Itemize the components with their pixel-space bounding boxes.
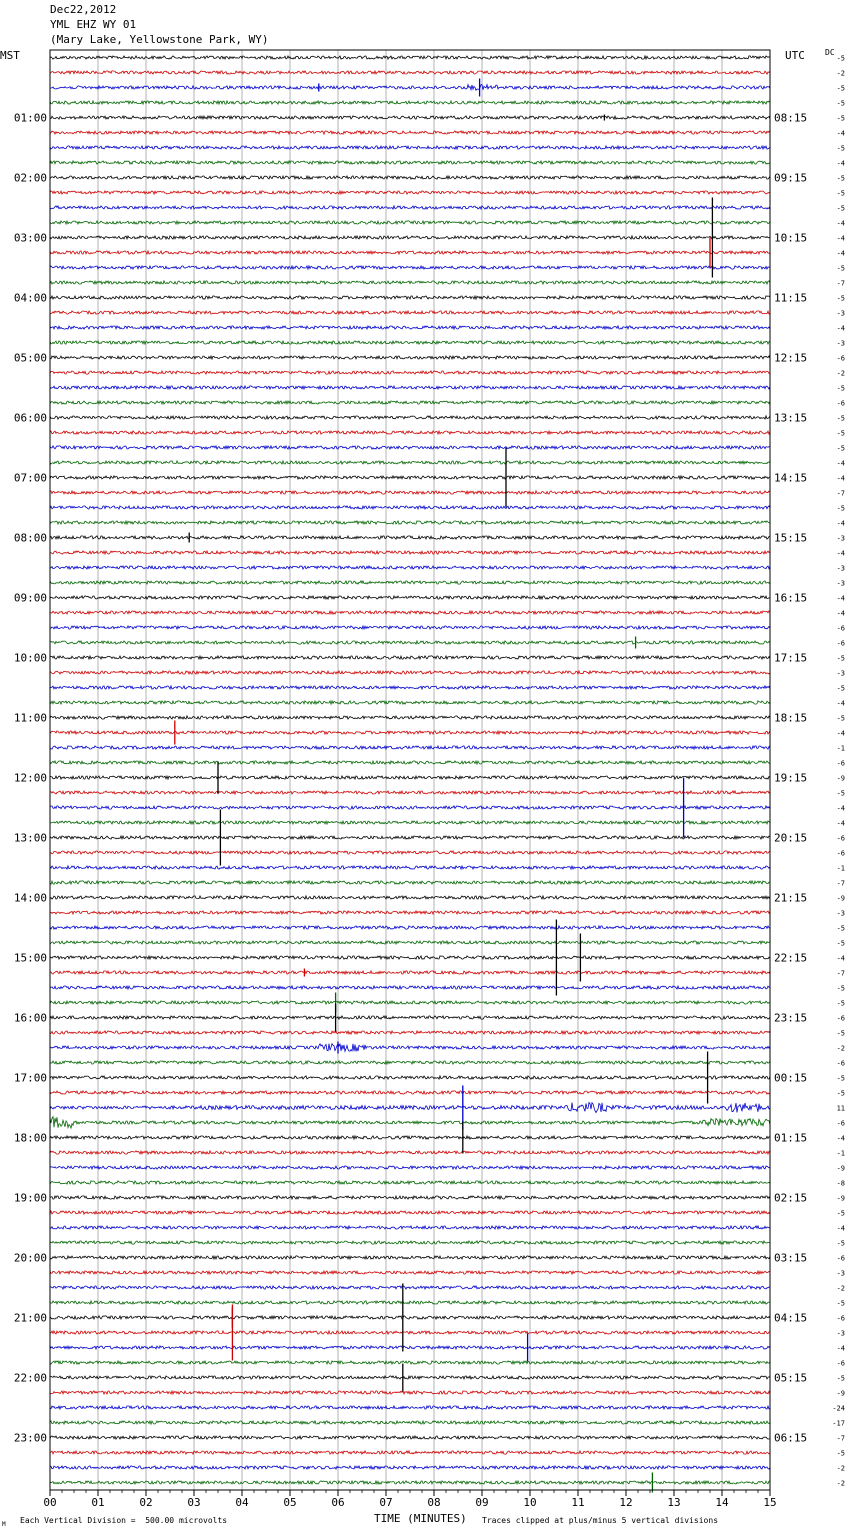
dc-offset-label: -5 bbox=[836, 789, 845, 798]
dc-offset-label: -4 bbox=[836, 249, 845, 258]
dc-offset-label: -3 bbox=[836, 1329, 845, 1338]
utc-hour-label: 08:15 bbox=[774, 111, 808, 125]
trace-row bbox=[50, 1481, 770, 1484]
trace-row bbox=[50, 1044, 770, 1052]
trace-row bbox=[50, 1421, 770, 1424]
trace-row bbox=[50, 776, 770, 779]
utc-hour-label: 11:15 bbox=[774, 291, 808, 305]
dc-offset-label: -5 bbox=[836, 1029, 845, 1038]
dc-offset-label: -6 bbox=[836, 1014, 845, 1023]
mst-hour-label: 03:00 bbox=[13, 231, 47, 245]
trace-row bbox=[50, 116, 770, 119]
dc-offset-label: -5 bbox=[836, 1089, 845, 1098]
dc-offset-label: -4 bbox=[836, 594, 845, 603]
dc-offset-label: -6 bbox=[836, 1314, 845, 1323]
trace-row bbox=[50, 716, 770, 719]
dc-offset-label: -4 bbox=[836, 234, 845, 243]
dc-offset-label: -9 bbox=[836, 1389, 845, 1398]
trace-row bbox=[50, 836, 770, 839]
trace-row bbox=[50, 701, 770, 704]
x-tick-label: 05 bbox=[283, 1496, 297, 1509]
dc-offset-label: -4 bbox=[836, 219, 845, 228]
trace-row bbox=[50, 71, 770, 74]
trace-row bbox=[50, 356, 770, 359]
mst-hour-label: 19:00 bbox=[13, 1191, 47, 1205]
mst-hour-label: 04:00 bbox=[13, 291, 47, 305]
x-tick-label: 08 bbox=[427, 1496, 441, 1509]
x-axis-label: TIME (MINUTES) bbox=[374, 1512, 467, 1525]
trace-row bbox=[50, 566, 770, 569]
dc-offset-label: -5 bbox=[836, 984, 845, 993]
utc-hour-label: 06:15 bbox=[774, 1431, 808, 1445]
dc-offset-label: -3 bbox=[836, 534, 845, 543]
dc-offset-label: -1 bbox=[836, 744, 845, 753]
dc-offset-label: -5 bbox=[836, 939, 845, 948]
utc-hour-label: 23:15 bbox=[774, 1011, 808, 1025]
clip-note: Traces clipped at plus/minus 5 vertical divisions bbox=[482, 1516, 719, 1525]
dc-offset-label: -17 bbox=[832, 1419, 845, 1428]
mst-hour-label: 16:00 bbox=[13, 1011, 47, 1025]
trace-row bbox=[50, 1331, 770, 1334]
dc-offset-label: -4 bbox=[836, 129, 845, 138]
dc-offset-label: -5 bbox=[836, 654, 845, 663]
trace-row bbox=[50, 896, 770, 899]
trace-row bbox=[50, 1016, 770, 1019]
trace-row bbox=[50, 641, 770, 644]
trace-row bbox=[50, 1436, 770, 1439]
dc-offset-label: -5 bbox=[836, 1239, 845, 1248]
dc-offset-label: -5 bbox=[836, 264, 845, 273]
utc-hour-label: 17:15 bbox=[774, 651, 808, 665]
trace-row bbox=[50, 1256, 770, 1259]
dc-offset-label: -3 bbox=[836, 579, 845, 588]
dc-offset-label: -6 bbox=[836, 1359, 845, 1368]
dc-offset-label: -7 bbox=[836, 879, 845, 888]
trace-row bbox=[50, 311, 770, 314]
dc-offset-label: -5 bbox=[836, 174, 845, 183]
trace-row bbox=[50, 371, 770, 374]
trace-row bbox=[50, 1406, 770, 1409]
trace-row bbox=[50, 626, 770, 629]
dc-offset-label: -2 bbox=[836, 369, 845, 378]
trace-row bbox=[50, 1466, 770, 1469]
utc-hour-label: 18:15 bbox=[774, 711, 808, 725]
trace-row bbox=[50, 101, 770, 104]
utc-hour-label: 20:15 bbox=[774, 831, 808, 845]
dc-offset-label: -1 bbox=[836, 864, 845, 873]
dc-offset-label: -4 bbox=[836, 954, 845, 963]
trace-row bbox=[50, 686, 770, 689]
trace-row bbox=[50, 176, 770, 179]
trace-row bbox=[50, 851, 770, 854]
x-tick-label: 10 bbox=[523, 1496, 537, 1509]
dc-offset-label: -5 bbox=[836, 189, 845, 198]
dc-offset-label: -5 bbox=[836, 1074, 845, 1083]
x-tick-label: 07 bbox=[379, 1496, 393, 1509]
trace-row bbox=[50, 596, 770, 599]
dc-offset-label: -3 bbox=[836, 1269, 845, 1278]
dc-offset-label: -4 bbox=[836, 1344, 845, 1353]
trace-row bbox=[50, 1181, 770, 1184]
dc-offset-label: -3 bbox=[836, 669, 845, 678]
trace-row bbox=[50, 1286, 770, 1289]
trace-row bbox=[50, 1391, 770, 1394]
station-id: YML EHZ WY 01 bbox=[50, 18, 137, 31]
trace-row bbox=[50, 386, 770, 389]
utc-hour-label: 04:15 bbox=[774, 1311, 808, 1325]
trace-row bbox=[50, 1316, 770, 1319]
dc-offset-label: -4 bbox=[836, 459, 845, 468]
trace-row bbox=[50, 1103, 770, 1113]
trace-row bbox=[50, 341, 770, 344]
trace-row bbox=[50, 1196, 770, 1199]
trace-row bbox=[50, 881, 770, 884]
trace-row bbox=[50, 1031, 770, 1034]
corner-mark: M bbox=[2, 1521, 6, 1528]
trace-row bbox=[50, 746, 770, 749]
dc-offset-label: -6 bbox=[836, 849, 845, 858]
dc-offset-label: -7 bbox=[836, 279, 845, 288]
dc-offset-label: -5 bbox=[836, 1299, 845, 1308]
mst-hour-label: 09:00 bbox=[13, 591, 47, 605]
trace-row bbox=[50, 251, 770, 254]
dc-offset-label: -7 bbox=[836, 969, 845, 978]
mst-hour-label: 10:00 bbox=[13, 651, 47, 665]
x-tick-label: 02 bbox=[139, 1496, 153, 1509]
dc-offset-label: -5 bbox=[836, 1374, 845, 1383]
dc-offset-label: -5 bbox=[836, 684, 845, 693]
x-tick-label: 00 bbox=[43, 1496, 57, 1509]
dc-offset-label: -2 bbox=[836, 1479, 845, 1488]
mst-hour-label: 05:00 bbox=[13, 351, 47, 365]
x-tick-label: 13 bbox=[667, 1496, 681, 1509]
trace-row bbox=[50, 821, 770, 824]
trace-row bbox=[50, 956, 770, 959]
dc-offset-label: -5 bbox=[836, 54, 845, 63]
trace-row bbox=[50, 326, 770, 329]
dc-offset-label: -7 bbox=[836, 1434, 845, 1443]
trace-row bbox=[50, 476, 770, 479]
dc-offset-label: -5 bbox=[836, 204, 845, 213]
x-tick-label: 01 bbox=[91, 1496, 105, 1509]
trace-row bbox=[50, 206, 770, 209]
mst-hour-label: 15:00 bbox=[13, 951, 47, 965]
recording-date: Dec22,2012 bbox=[50, 3, 117, 16]
utc-hour-label: 01:15 bbox=[774, 1131, 808, 1145]
utc-hour-label: 21:15 bbox=[774, 891, 808, 905]
dc-offset-label: -6 bbox=[836, 1119, 845, 1128]
utc-hour-label: 03:15 bbox=[774, 1251, 808, 1265]
dc-offset-label: -6 bbox=[836, 354, 845, 363]
trace-row bbox=[50, 1271, 770, 1274]
dc-offset-label: -2 bbox=[836, 1284, 845, 1293]
trace-row bbox=[50, 1376, 770, 1379]
trace-row bbox=[50, 1076, 770, 1079]
dc-offset-header: DC bbox=[825, 48, 835, 57]
dc-offset-label: -3 bbox=[836, 564, 845, 573]
utc-hour-label: 05:15 bbox=[774, 1371, 808, 1385]
trace-row bbox=[50, 671, 770, 674]
utc-hour-label: 10:15 bbox=[774, 231, 808, 245]
dc-offset-label: -3 bbox=[836, 909, 845, 918]
trace-row bbox=[50, 1451, 770, 1454]
mst-hour-label: 06:00 bbox=[13, 411, 47, 425]
dc-offset-label: -9 bbox=[836, 894, 845, 903]
trace-row bbox=[50, 521, 770, 524]
dc-offset-label: -5 bbox=[836, 714, 845, 723]
trace-row bbox=[50, 1346, 770, 1349]
trace-row bbox=[50, 731, 770, 734]
x-tick-label: 14 bbox=[715, 1496, 729, 1509]
trace-row bbox=[50, 461, 770, 464]
trace-row bbox=[50, 911, 770, 914]
dc-offset-label: -4 bbox=[836, 324, 845, 333]
trace-rows bbox=[50, 56, 770, 1493]
utc-hour-label: 22:15 bbox=[774, 951, 808, 965]
dc-offset-label: -5 bbox=[836, 1449, 845, 1458]
trace-row bbox=[50, 1166, 770, 1169]
mst-hour-label: 20:00 bbox=[13, 1251, 47, 1265]
dc-offset-label: -6 bbox=[836, 624, 845, 633]
dc-offset-label: -6 bbox=[836, 1059, 845, 1068]
dc-offset-label: -5 bbox=[836, 99, 845, 108]
dc-offset-label: -4 bbox=[836, 474, 845, 483]
trace-row bbox=[50, 791, 770, 794]
trace-row bbox=[50, 1361, 770, 1364]
utc-hour-label: 14:15 bbox=[774, 471, 808, 485]
utc-hour-label: 12:15 bbox=[774, 351, 808, 365]
dc-offset-label: -4 bbox=[836, 159, 845, 168]
station-location: (Mary Lake, Yellowstone Park, WY) bbox=[50, 33, 269, 46]
mst-hour-label: 12:00 bbox=[13, 771, 47, 785]
trace-row bbox=[50, 1226, 770, 1229]
dc-offset-label: -4 bbox=[836, 819, 845, 828]
dc-offset-label: -2 bbox=[836, 1464, 845, 1473]
trace-row bbox=[50, 941, 770, 944]
trace-row bbox=[50, 506, 770, 509]
dc-offset-label: -5 bbox=[836, 384, 845, 393]
trace-row bbox=[50, 1136, 770, 1139]
trace-row bbox=[50, 56, 770, 59]
mst-hour-label: 14:00 bbox=[13, 891, 47, 905]
utc-hour-label: 16:15 bbox=[774, 591, 808, 605]
dc-offset-label: -5 bbox=[836, 84, 845, 93]
trace-row bbox=[50, 611, 770, 614]
dc-offset-label: -4 bbox=[836, 1224, 845, 1233]
scale-note: Each Vertical Division = 500.00 microvolts bbox=[20, 1516, 228, 1525]
trace-row bbox=[50, 131, 770, 134]
dc-offset-label: -8 bbox=[836, 1179, 845, 1188]
trace-row bbox=[50, 85, 770, 91]
trace-row bbox=[50, 926, 770, 929]
dc-offset-label: -9 bbox=[836, 1194, 845, 1203]
dc-offset-label: -4 bbox=[836, 609, 845, 618]
time-axis bbox=[43, 1490, 776, 1509]
dc-offset-label: -4 bbox=[836, 1134, 845, 1143]
mst-hour-label: 07:00 bbox=[13, 471, 47, 485]
utc-hour-label: 19:15 bbox=[774, 771, 808, 785]
trace-row bbox=[50, 431, 770, 434]
dc-offset-label: -4 bbox=[836, 699, 845, 708]
dc-offset-label: -5 bbox=[836, 504, 845, 513]
dc-offset-label: -2 bbox=[836, 69, 845, 78]
dc-offset-label: -6 bbox=[836, 834, 845, 843]
dc-offset-label: -5 bbox=[836, 294, 845, 303]
trace-row bbox=[50, 1061, 770, 1064]
trace-row bbox=[50, 161, 770, 164]
trace-row bbox=[50, 446, 770, 449]
dc-offset-label: -5 bbox=[836, 114, 845, 123]
mst-hour-label: 01:00 bbox=[13, 111, 47, 125]
trace-row bbox=[50, 1241, 770, 1244]
trace-row bbox=[50, 551, 770, 554]
trace-row bbox=[50, 296, 770, 299]
x-tick-label: 11 bbox=[571, 1496, 585, 1509]
utc-hour-label: 15:15 bbox=[774, 531, 808, 545]
dc-offset-label: -4 bbox=[836, 549, 845, 558]
trace-row bbox=[50, 536, 770, 539]
mst-hour-label: 22:00 bbox=[13, 1371, 47, 1385]
trace-row bbox=[50, 1091, 770, 1094]
trace-row bbox=[50, 401, 770, 404]
trace-row bbox=[50, 146, 770, 149]
trace-row bbox=[50, 1001, 770, 1004]
dc-offset-label: -5 bbox=[836, 1209, 845, 1218]
mst-hour-label: 11:00 bbox=[13, 711, 47, 725]
x-tick-label: 12 bbox=[619, 1496, 633, 1509]
trace-row bbox=[50, 221, 770, 224]
utc-hour-label: 13:15 bbox=[774, 411, 808, 425]
mst-hour-label: 02:00 bbox=[13, 171, 47, 185]
mst-hour-label: 21:00 bbox=[13, 1311, 47, 1325]
right-timezone-label: UTC bbox=[785, 49, 805, 62]
trace-row bbox=[50, 491, 770, 494]
trace-row bbox=[50, 281, 770, 284]
dc-offset-label: -4 bbox=[836, 519, 845, 528]
dc-offset-label: -9 bbox=[836, 774, 845, 783]
trace-row bbox=[50, 656, 770, 659]
dc-offset-label: -4 bbox=[836, 804, 845, 813]
dc-offset-label: -4 bbox=[836, 729, 845, 738]
x-tick-label: 03 bbox=[187, 1496, 201, 1509]
trace-row bbox=[50, 866, 770, 869]
dc-offset-label: -5 bbox=[836, 444, 845, 453]
utc-hour-label: 00:15 bbox=[774, 1071, 808, 1085]
dc-offset-label: -6 bbox=[836, 639, 845, 648]
dc-offset-label: -5 bbox=[836, 924, 845, 933]
x-tick-label: 09 bbox=[475, 1496, 489, 1509]
dc-offset-label: -1 bbox=[836, 1149, 845, 1158]
trace-row bbox=[50, 266, 770, 269]
dc-offset-label: -6 bbox=[836, 1254, 845, 1263]
dc-offset-label: -2 bbox=[836, 1044, 845, 1053]
x-tick-label: 06 bbox=[331, 1496, 345, 1509]
dc-offset-label: -6 bbox=[836, 399, 845, 408]
dc-offset-label: -5 bbox=[836, 414, 845, 423]
utc-hour-label: 09:15 bbox=[774, 171, 808, 185]
mst-hour-label: 08:00 bbox=[13, 531, 47, 545]
trace-row bbox=[50, 191, 770, 194]
utc-hour-label: 02:15 bbox=[774, 1191, 808, 1205]
x-tick-label: 04 bbox=[235, 1496, 249, 1509]
trace-row bbox=[50, 806, 770, 809]
mst-hour-label: 17:00 bbox=[13, 1071, 47, 1085]
trace-row bbox=[50, 1151, 770, 1154]
dc-offset-label: -6 bbox=[836, 759, 845, 768]
dc-offset-label: -5 bbox=[836, 999, 845, 1008]
dc-offset-label: -3 bbox=[836, 339, 845, 348]
x-tick-label: 15 bbox=[763, 1496, 777, 1509]
trace-row bbox=[50, 416, 770, 419]
trace-row bbox=[50, 1117, 770, 1128]
trace-row bbox=[50, 761, 770, 764]
dc-offset-label: -5 bbox=[836, 429, 845, 438]
dc-offset-label: -5 bbox=[836, 144, 845, 153]
dc-offset-label: -7 bbox=[836, 489, 845, 498]
trace-row bbox=[50, 986, 770, 989]
mst-hour-label: 23:00 bbox=[13, 1431, 47, 1445]
mst-hour-label: 18:00 bbox=[13, 1131, 47, 1145]
trace-row bbox=[50, 1211, 770, 1214]
dc-offset-label: -3 bbox=[836, 309, 845, 318]
trace-row bbox=[50, 581, 770, 584]
dc-offset-label: 11 bbox=[836, 1104, 845, 1113]
trace-row bbox=[50, 1301, 770, 1304]
trace-row bbox=[50, 236, 770, 239]
plot-frame bbox=[50, 50, 770, 1490]
trace-row bbox=[50, 971, 770, 974]
dc-offset-label: -24 bbox=[832, 1404, 845, 1413]
dc-offset-label: -9 bbox=[836, 1164, 845, 1173]
left-timezone-label: MST bbox=[0, 49, 20, 62]
mst-hour-label: 13:00 bbox=[13, 831, 47, 845]
